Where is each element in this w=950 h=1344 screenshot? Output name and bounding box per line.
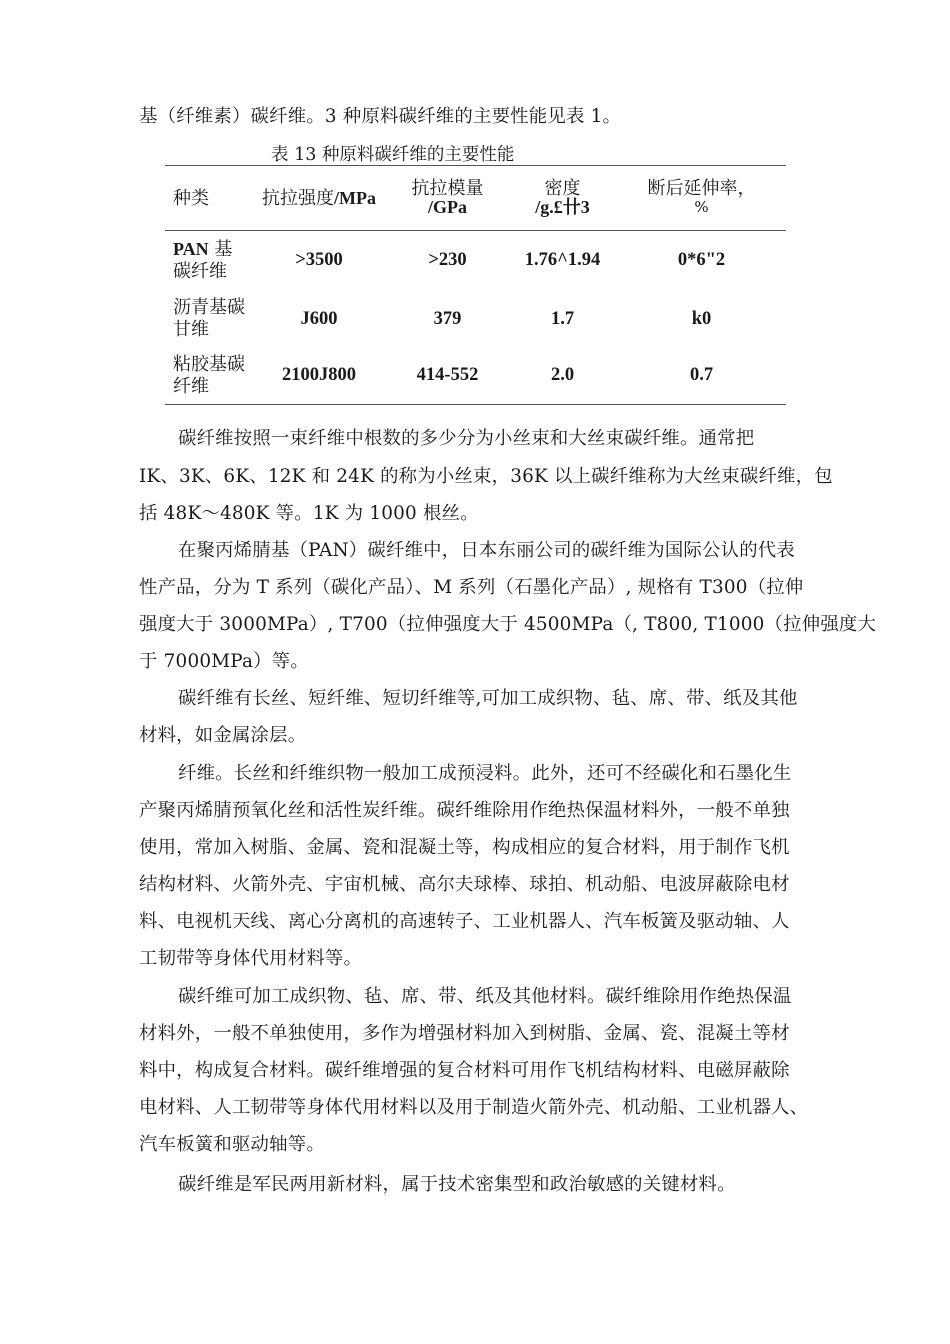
table-header-row	[165, 166, 786, 231]
paragraph-line: IK、3K、6K、12K 和 24K 的称为小丝束，36K 以上碳纤维称为大丝束碳纤维，包	[139, 466, 833, 487]
cell-elongation: 0.7	[689, 365, 714, 386]
cell-tensile-strength: 2100J800	[282, 365, 356, 386]
header-tensile-strength: 抗拉强度/MPa	[262, 187, 376, 209]
row-kind: 粘胶基碳 纤维	[173, 353, 245, 397]
paragraph-line: 汽车板簧和驱动轴等。	[139, 1134, 325, 1155]
header-density: 密度 /g.£卄3	[535, 178, 590, 217]
cell-elongation: 0*6"2	[677, 250, 726, 271]
cell-tensile-modulus: 414-552	[416, 365, 479, 386]
cell-density: 2.0	[550, 365, 575, 386]
header-kind: 种类	[173, 187, 209, 209]
paragraph-line: 料中，构成复合材料。碳纤维增强的复合材料可用作飞机结构材料、电磁屏蔽除	[139, 1060, 790, 1081]
row-kind: 沥青基碳 甘维	[173, 297, 245, 340]
cell-tensile-strength: J600	[300, 308, 338, 329]
header-tensile-modulus: 抗拉模量 /GPa	[411, 178, 484, 217]
paragraph-line: 性产品，分为 T 系列（碳化产品）、M 系列（石墨化产品）, 规格有 T300（拉伸	[139, 577, 804, 598]
paragraph-line: 碳纤维有长丝、短纤维、短切纤维等,可加工成织物、毡、席、带、纸及其他	[178, 688, 798, 709]
table-caption: 表 13 种原料碳纤维的主要性能	[271, 145, 515, 165]
table-row	[165, 231, 786, 291]
cell-tensile-strength: >3500	[295, 250, 343, 271]
paragraph-line: 结构材料、火箭外壳、宇宙机械、高尔夫球棒、球拍、机动船、电波屏蔽除电材	[139, 874, 790, 895]
intro-line: 基（纤维素）碳纤维。3 种原料碳纤维的主要性能见表 1。	[139, 106, 622, 127]
paragraph-line: 使用，常加入树脂、金属、瓷和混凝土等，构成相应的复合材料，用于制作飞机	[139, 837, 790, 858]
paragraph-line: 电材料、人工韧带等身体代用材料以及用于制造火箭外壳、机动船、工业机器人、	[139, 1097, 809, 1118]
table-row	[165, 291, 786, 348]
cell-density: 1.7	[550, 308, 575, 329]
header-elongation: 断后延伸率， %	[647, 178, 756, 216]
paragraph-line: 括 48K〜480K 等。1K 为 1000 根丝。	[139, 503, 479, 524]
paragraph-line: 碳纤维按照一束纤维中根数的多少分为小丝束和大丝束碳纤维。通常把	[178, 428, 755, 449]
paragraph-line: 产聚丙烯腈预氧化丝和活性炭纤维。碳纤维除用作绝热保温材料外，一般不单独	[139, 800, 790, 821]
cell-tensile-modulus: 379	[433, 308, 462, 329]
paragraph-line: 纤维。长丝和纤维织物一般加工成预浸料。此外，还可不经碳化和石墨化生	[178, 763, 792, 784]
paragraph-line: 强度大于 3000MPa）, T700（拉伸强度大于 4500MPa（, T800, T1000（拉伸强度大	[139, 614, 877, 635]
table-row	[165, 348, 786, 405]
cell-tensile-modulus: >230	[428, 250, 467, 271]
paragraph-line: 在聚丙烯腈基（PAN）碳纤维中，日本东丽公司的碳纤维为国际公认的代表	[178, 540, 795, 561]
paragraph-line: 于 7000MPa）等。	[139, 651, 309, 672]
paragraph-line: 料、电视机天线、离心分离机的高速转子、工业机器人、汽车板簧及驱动轴、人	[139, 911, 790, 932]
row-kind: PAN 基 碳纤维	[173, 239, 233, 283]
cell-elongation: k0	[691, 308, 712, 329]
paragraph-line: 工韧带等身体代用材料等。	[139, 948, 363, 969]
paragraph-line: 材料外，一般不单独使用，多作为增强材料加入到树脂、金属、瓷、混凝土等材	[139, 1023, 790, 1044]
properties-table	[165, 165, 786, 405]
paragraph-line: 碳纤维是军民两用新材料，属于技术密集型和政治敏感的关键材料。	[178, 1174, 736, 1195]
paragraph-line: 材料，如金属涂层。	[139, 725, 307, 746]
cell-density: 1.76^1.94	[524, 250, 601, 271]
paragraph-line: 碳纤维可加工成织物、毡、席、带、纸及其他材料。碳纤维除用作绝热保温	[178, 986, 792, 1007]
